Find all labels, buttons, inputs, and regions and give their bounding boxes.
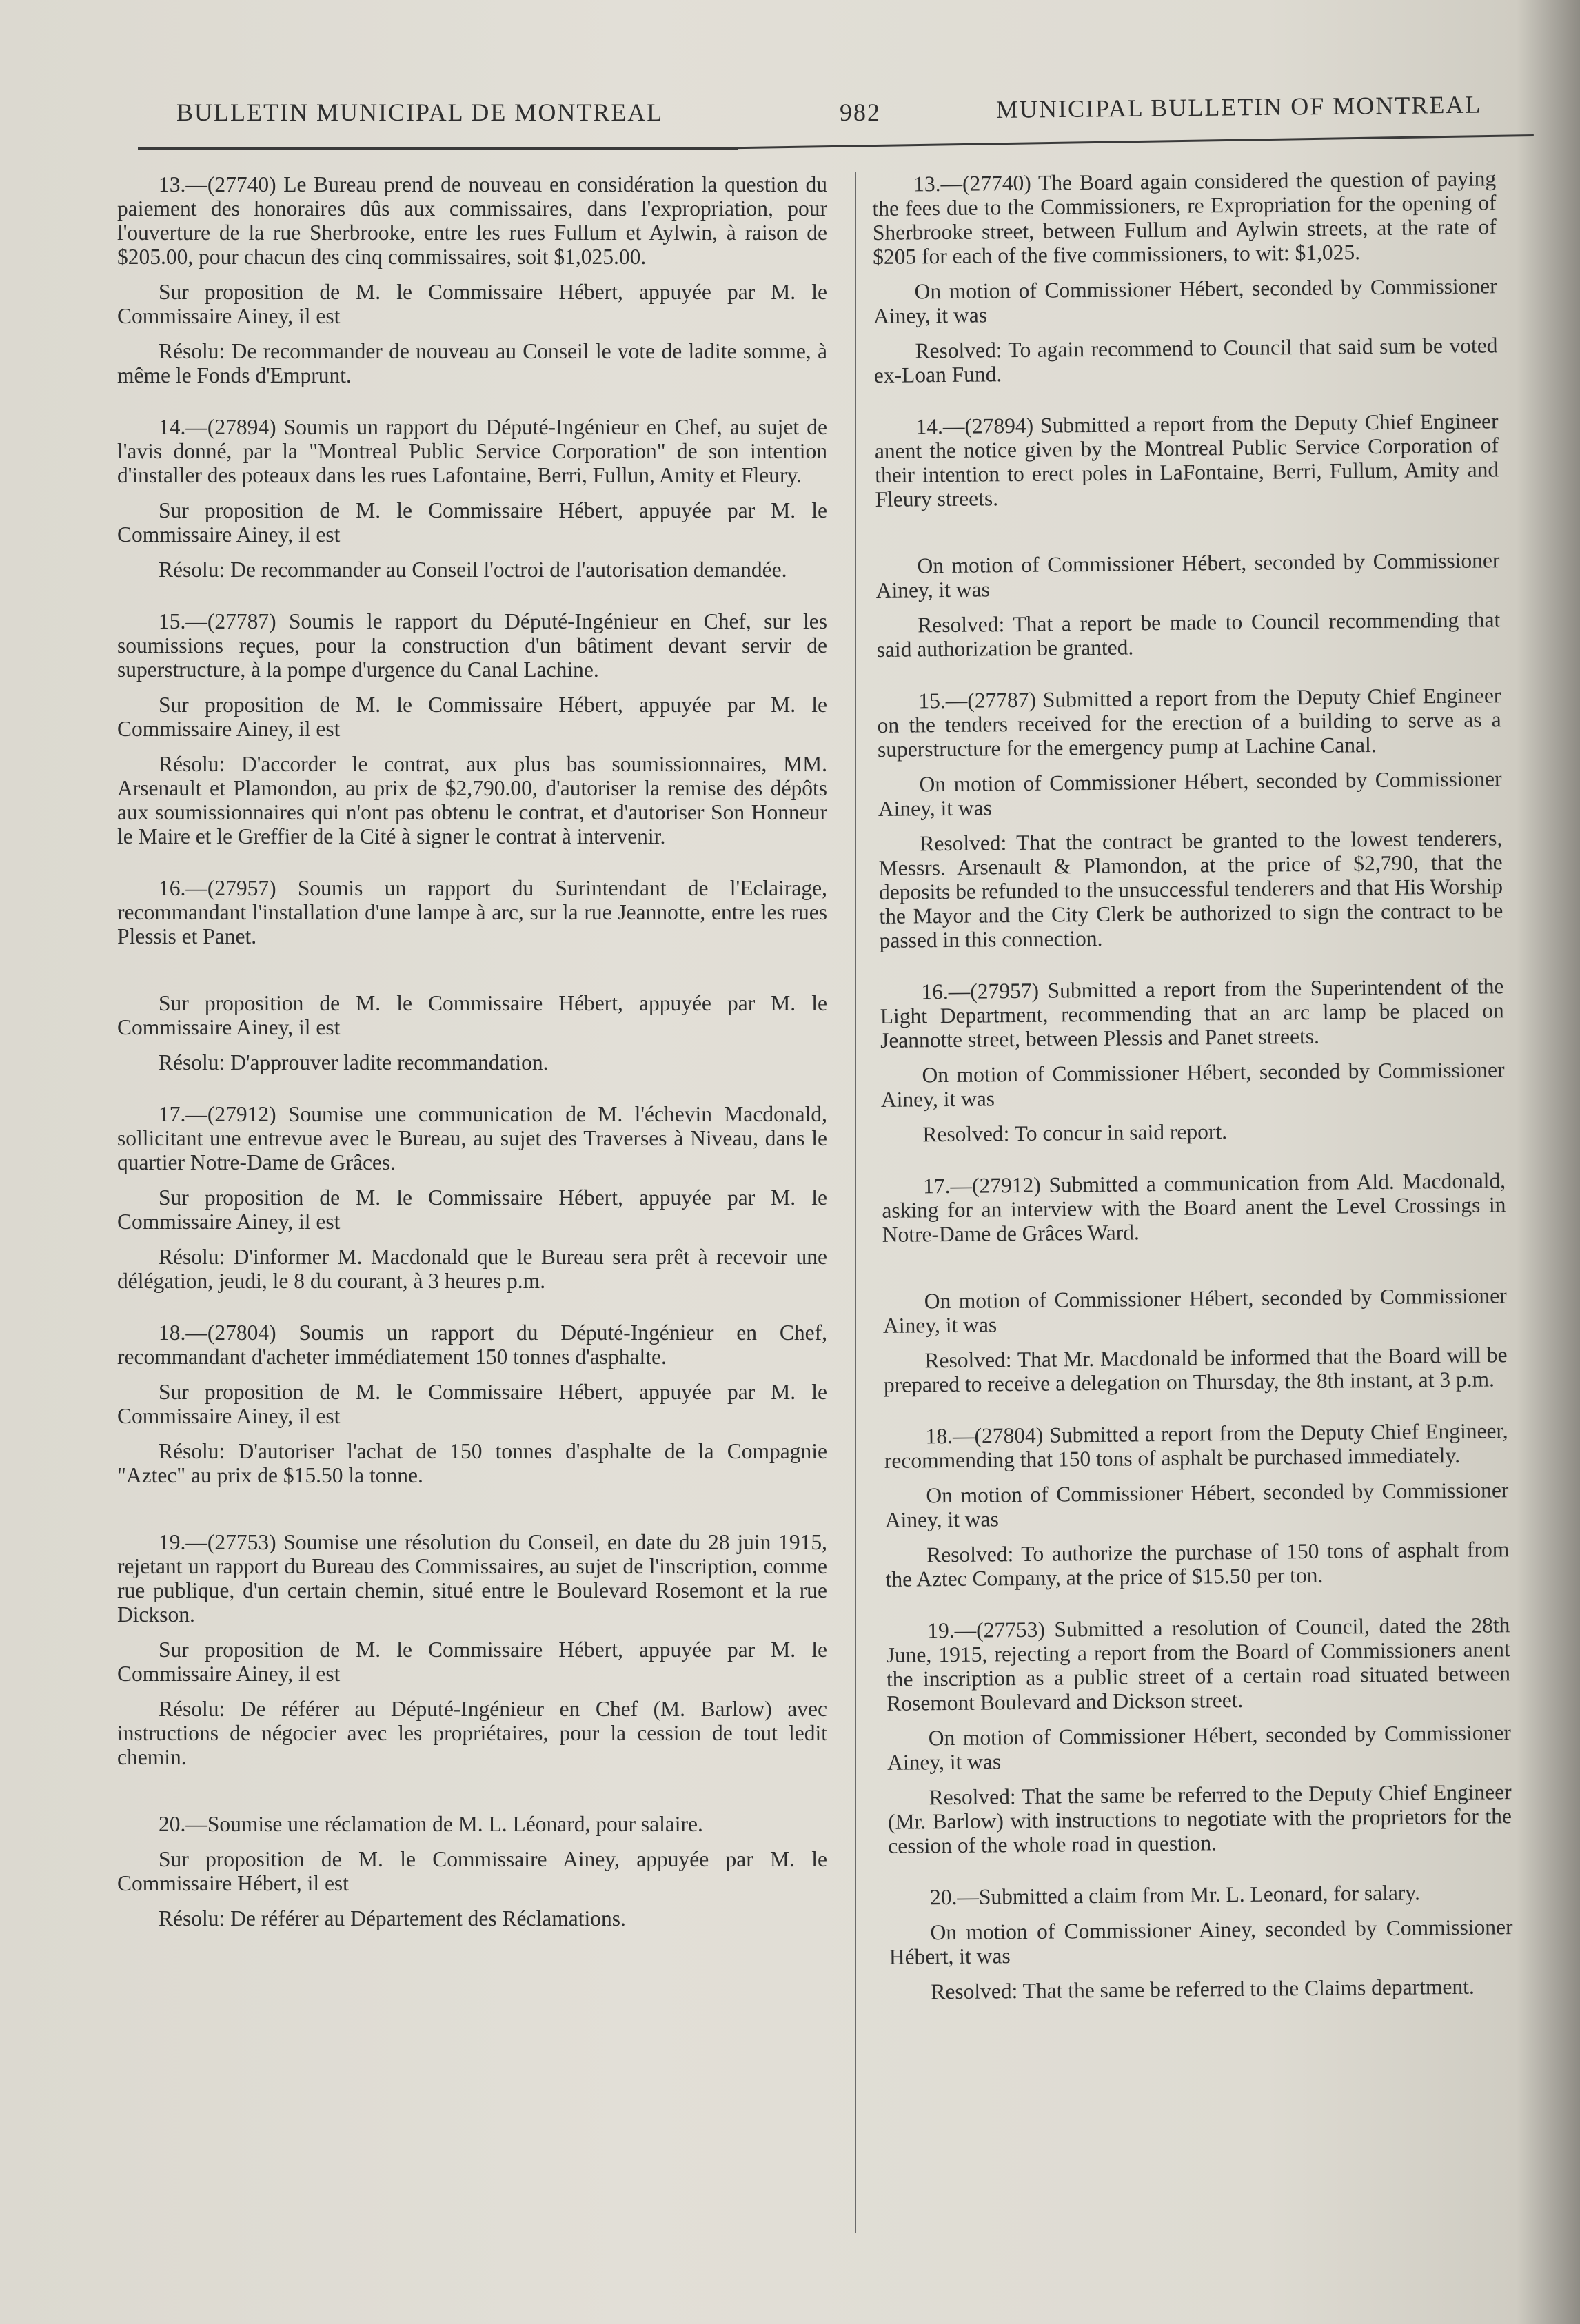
header-rule-left [138, 147, 738, 150]
fr-item-17: 17.—(27912) Soumise une communication de M. l'échevin Macdonald, sollicitant une entrevue avec le Bureau, au sujet des Traverses à Niveau, dans le quartier Notre-Dame de Grâces. [117, 1102, 827, 1174]
en-resolution: Resolved: That the same be referred to the Deputy Chief Engineer (Mr. Barlow) with instructions to negotiate with the proprietors for the cession of the whole road in question. [887, 1780, 1512, 1858]
fr-resolution: Résolu: D'informer M. Macdonald que le Bureau sera prêt à recevoir une délégation, jeudi, le 8 du courant, à 3 heures p.m. [117, 1245, 827, 1293]
fr-resolution: Résolu: De recommander au Conseil l'octroi de l'autorisation demandée. [159, 558, 787, 582]
fr-item-16: 16.—(27957) Soumis un rapport du Surintendant de l'Eclairage, recommandant l'installation d'une lampe à arc, sur la rue Jeannotte, entre les rues Plessis et Panet. [117, 876, 827, 948]
fr-resolution: Résolu: De référer au Député-Ingénieur en Chef (M. Barlow) avec instructions de négocier avec les propriétaires, pour la cession de tout ledit chemin. [117, 1697, 827, 1769]
fr-motion: Sur proposition de M. le Commissaire Hébert, appuyée par M. le Commissaire Ainey, il est [117, 498, 827, 547]
french-title: BULLETIN MUNICIPAL DE MONTREAL [176, 99, 664, 126]
fr-item-15: 15.—(27787) Soumis le rapport du Député-Ingénieur en Chef, sur les soumissions reçues, pour la construction d'un bâtiment devant servir de superstructure, à la pompe d'urgence du Canal Lachine. [117, 609, 827, 682]
en-motion: On motion of Commissioner Hébert, seconded by Commissioner Ainey, it was [878, 766, 1502, 821]
fr-resolution: Résolu: D'autoriser l'achat de 150 tonnes d'asphalte de la Compagnie "Aztec" au prix de $15.50 la tonne. [117, 1439, 827, 1487]
en-resolution: Resolved: That Mr. Macdonald be informed that the Board will be prepared to receive a delegation on Thursday, the 8th instant, at 3 p.m. [883, 1343, 1508, 1397]
en-item-17: 17.—(27912) Submitted a communication from Ald. Macdonald, asking for an interview with the Board anent the Level Crossings in Notre-Dame de Grâces Ward. [882, 1168, 1506, 1247]
fr-motion: Sur proposition de M. le Commissaire Hébert, appuyée par M. le Commissaire Ainey, il est [117, 1638, 827, 1686]
header-rule-right [700, 134, 1534, 150]
en-item-13: 13.—(27740) The Board again considered the question of paying the fees due to the Commissioners, re Expropriation for the opening of Sherbrooke street, between Fullum and Aylwin streets, at the rate of $205 for each of the five commissioners, to wit: $1,025. [872, 166, 1497, 269]
fr-motion: Sur proposition de M. le Commissaire Hébert, appuyée par M. le Commissaire Ainey, il est [117, 693, 827, 741]
page-number: 982 [840, 99, 881, 126]
en-resolution: Resolved: To authorize the purchase of 150 tons of asphalt from the Aztec Company, at the price of $15.50 per ton. [885, 1537, 1510, 1591]
fr-item-18: 18.—(27804) Soumis un rapport du Député-Ingénieur en Chef, recommandant d'acheter immédiatement 150 tonnes d'asphalte. [117, 1321, 827, 1369]
fr-resolution: Résolu: De référer au Département des Réclamations. [159, 1906, 626, 1930]
english-title: MUNICIPAL BULLETIN OF MONTREAL [995, 90, 1482, 123]
en-motion: On motion of Commissioner Hébert, seconded by Commissioner Ainey, it was [882, 1283, 1507, 1338]
en-motion: On motion of Commissioner Hébert, seconded by Commissioner Ainey, it was [887, 1720, 1511, 1775]
fr-resolution: Résolu: D'approuver ladite recommandation. [159, 1050, 549, 1074]
french-column [117, 172, 827, 1941]
en-motion: On motion of Commissioner Ainey, seconded by Commissioner Hébert, it was [889, 1915, 1513, 1969]
fr-item-13: 13.—(27740) Le Bureau prend de nouveau en considération la question du paiement des honoraires dûs aux commissaires, dans l'expropriation, pour l'ouverture de la rue Sherbrooke, entre les rues Fullum et Aylwin, à raison de $205.00, pour chacun des cinq commissaires, soit $1,025.00. [117, 172, 827, 269]
en-motion: On motion of Commissioner Hébert, seconded by Commissioner Ainey, it was [880, 1057, 1505, 1112]
fr-motion: Sur proposition de M. le Commissaire Hébert, appuyée par M. le Commissaire Ainey, il est [117, 1380, 827, 1428]
en-item-19: 19.—(27753) Submitted a resolution of Council, dated the 28th June, 1915, rejecting a report from the Board of Commissioners anent the inscription as a public street of a certain road situated between Rosemont Boulevard and Dickson street. [886, 1613, 1511, 1715]
fr-motion: Sur proposition de M. le Commissaire Hébert, appuyée par M. le Commissaire Ainey, il est [117, 1185, 827, 1234]
en-motion: On motion of Commissioner Hébert, seconded by Commissioner Ainey, it was [884, 1478, 1509, 1532]
column-divider [855, 172, 856, 2233]
en-resolution: Resolved: That the contract be granted to the lowest tenderers, Messrs. Arsenault & Plamondon, at the price of $2,790, that the deposits be refunded to the unsuccessful tenderers and that His Worship the Mayor and the City Clerk be authorized to sign the contract to be passed in this connection. [878, 826, 1503, 952]
fr-item-19: 19.—(27753) Soumise une résolution du Conseil, en date du 28 juin 1915, rejetant un rapport du Bureau des Commissaires, au sujet de l'inscription, comme rue publique, d'un certain chemin, situé entre le Boulevard Rosemont et la rue Dickson. [117, 1530, 827, 1627]
en-resolution: Resolved: To again recommend to Council that said sum be voted ex-Loan Fund. [873, 333, 1498, 387]
en-motion: On motion of Commissioner Hébert, seconded by Commissioner Ainey, it was [875, 548, 1500, 602]
en-item-18: 18.—(27804) Submitted a report from the Deputy Chief Engineer, recommending that 150 tons of asphalt be purchased immediately. [884, 1418, 1508, 1473]
en-resolution: Resolved: To concur in said report. [922, 1119, 1228, 1147]
fr-motion: Sur proposition de M. le Commissaire Ainey, appuyée par M. le Commissaire Hébert, il est [117, 1847, 827, 1895]
fr-motion: Sur proposition de M. le Commissaire Hébert, appuyée par M. le Commissaire Ainey, il est [117, 280, 827, 328]
fr-item-14: 14.—(27894) Soumis un rapport du Député-Ingénieur en Chef, au sujet de l'avis donné, par la "Montreal Public Service Corporation" de son intention d'installer des poteaux dans les rues Lafontaine, Berri, Fullun, Amity et Fleury. [117, 415, 827, 487]
en-resolution: Resolved: That the same be referred to the Claims department. [931, 1974, 1475, 2004]
fr-resolution: Résolu: De recommander de nouveau au Conseil le vote de ladite somme, à même le Fonds d'Emprunt. [117, 339, 827, 387]
en-item-20: 20.—Submitted a claim from Mr. L. Leonard, for salary. [929, 1880, 1421, 1910]
fr-item-20: 20.—Soumise une réclamation de M. L. Léonard, pour salaire. [159, 1812, 703, 1836]
fr-motion: Sur proposition de M. le Commissaire Hébert, appuyée par M. le Commissaire Ainey, il est [117, 991, 827, 1039]
en-motion: On motion of Commissioner Hébert, seconded by Commissioner Ainey, it was [873, 274, 1497, 328]
en-item-16: 16.—(27957) Submitted a report from the Superintendent of the Light Department, recommending that an arc lamp be placed on Jeannotte street, between Plessis and Panet streets. [880, 974, 1504, 1052]
en-resolution: Resolved: That a report be made to Council recommending that said authorization be granted. [876, 607, 1501, 662]
page-header [0, 90, 1580, 136]
fr-resolution: Résolu: D'accorder le contrat, aux plus bas soumissionnaires, MM. Arsenault et Plamondon, au prix de $2,790.00, d'autoriser la remise des dépôts aux soumissionnaires qui n'ont pas obtenu le contrat, et d'autoriser Son Honneur le Maire et le Greffier de la Cité à signer le contrat à intervenir. [117, 752, 827, 848]
en-item-14: 14.—(27894) Submitted a report from the Deputy Chief Engineer anent the notice given by the Montreal Public Service Corporation of their intention to erect poles in LaFontaine, Berri, Fullum, Amity and Fleury streets. [874, 409, 1499, 511]
english-column [872, 166, 1514, 2015]
en-item-15: 15.—(27787) Submitted a report from the Deputy Chief Engineer on the tenders received for the erection of a building to serve as a superstructure for the emergency pump at Lachine Canal. [877, 683, 1501, 762]
